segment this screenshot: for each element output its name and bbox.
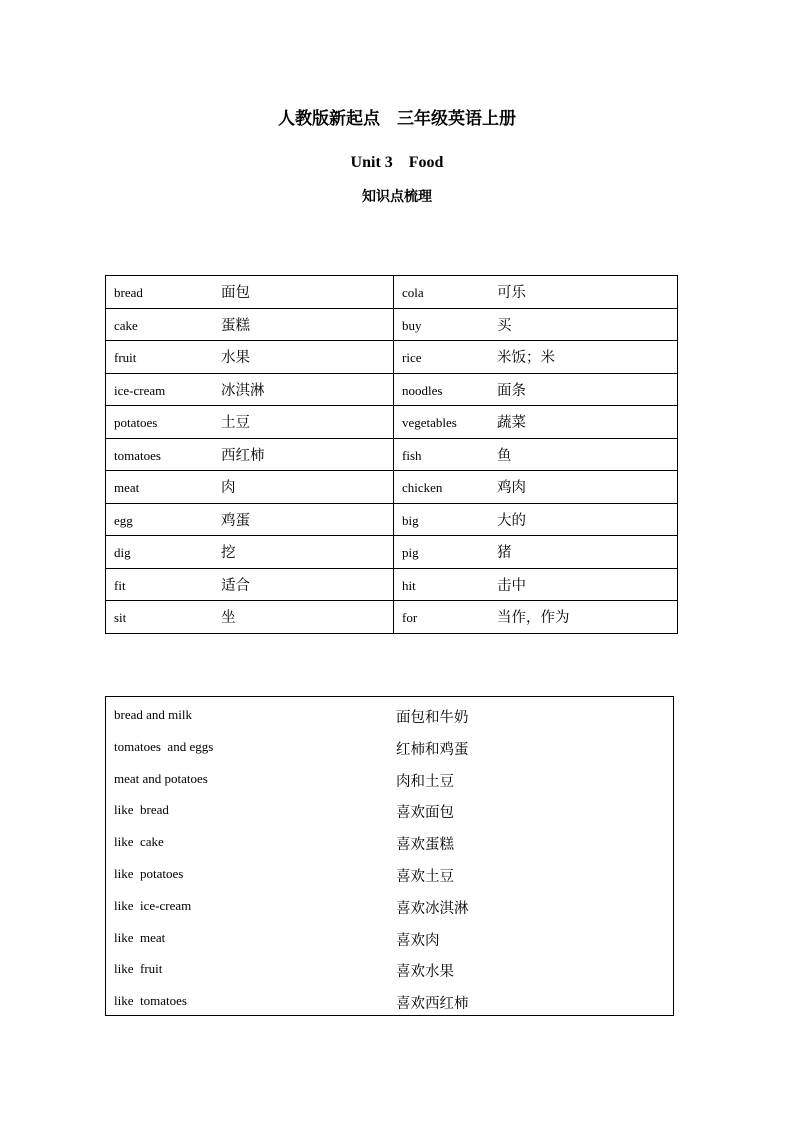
vocab-cell-left	[106, 276, 394, 309]
english-phrase: bread and milk	[114, 707, 192, 722]
vocab-cell-left	[106, 341, 394, 374]
chinese-meaning: 大的	[497, 512, 526, 529]
vocab-cell-left	[106, 308, 394, 341]
list-item	[106, 865, 673, 885]
english-word: fruit	[114, 350, 137, 366]
vocab-cell-right	[394, 341, 678, 374]
vocab-cell-right	[394, 471, 678, 504]
english-phrase: like ice-cream	[114, 897, 192, 913]
english-word: sit	[114, 610, 127, 626]
table-row	[106, 406, 678, 439]
english-word: rice	[402, 350, 422, 366]
english-word: egg	[114, 512, 133, 528]
vocab-cell-left	[106, 438, 394, 471]
english-phrase: tomatoes and eggs	[114, 738, 214, 754]
chinese-meaning: 面条	[497, 382, 526, 399]
english-word: buy	[402, 317, 422, 333]
table-row	[106, 536, 678, 569]
vocab-cell-right	[394, 276, 678, 309]
chinese-phrase: 喜欢肉	[396, 932, 440, 949]
english-word: vegetables	[402, 415, 457, 431]
english-phrase: like cake	[114, 834, 164, 850]
vocab-cell-right	[394, 536, 678, 569]
english-word: cola	[402, 285, 424, 301]
table-row	[106, 503, 678, 536]
document-title: 人教版新起点 三年级英语上册	[278, 109, 516, 129]
table-row	[106, 438, 678, 471]
list-item	[106, 929, 673, 949]
english-word: tomatoes	[114, 447, 161, 463]
english-word: bread	[114, 285, 143, 301]
chinese-meaning: 肉	[221, 480, 236, 497]
vocab-cell-left	[106, 503, 394, 536]
chinese-meaning: 面包	[221, 285, 250, 302]
english-word: noodles	[402, 382, 443, 398]
chinese-meaning: 击中	[497, 577, 526, 594]
chinese-meaning: 西红柿	[221, 447, 265, 464]
english-word: pig	[402, 545, 419, 561]
vocab-cell-left	[106, 536, 394, 569]
vocab-cell-left	[106, 406, 394, 439]
vocab-cell-right	[394, 438, 678, 471]
chinese-meaning: 鱼	[497, 447, 512, 464]
list-item	[106, 801, 673, 821]
chinese-meaning: 买	[497, 317, 512, 334]
list-item	[106, 992, 673, 1012]
chinese-phrase: 喜欢面包	[396, 805, 454, 822]
english-word: fish	[402, 447, 422, 463]
english-word: dig	[114, 545, 131, 561]
english-phrase: like bread	[114, 802, 169, 818]
chinese-meaning: 猪	[497, 545, 512, 562]
chinese-phrase: 喜欢冰淇淋	[396, 900, 469, 917]
table-row	[106, 341, 678, 374]
vocab-cell-right	[394, 406, 678, 439]
vocab-cell-left	[106, 601, 394, 634]
list-item	[106, 706, 673, 726]
chinese-meaning: 水果	[221, 350, 250, 367]
english-word: cake	[114, 317, 138, 333]
english-word: hit	[402, 577, 416, 593]
chinese-meaning: 可乐	[497, 285, 526, 302]
chinese-meaning: 当作，作为	[497, 610, 570, 627]
table-row	[106, 373, 678, 406]
english-word: potatoes	[114, 415, 158, 431]
section-subtitle: 知识点梳理	[362, 189, 432, 205]
english-word: ice-cream	[114, 382, 166, 398]
list-item	[106, 833, 673, 853]
english-word: for	[402, 610, 418, 626]
chinese-meaning: 蔬菜	[497, 415, 526, 432]
table-row	[106, 601, 678, 634]
list-item	[106, 960, 673, 980]
vocab-cell-right	[394, 601, 678, 634]
unit-heading: Unit 3 Food	[350, 154, 444, 171]
table-row	[106, 471, 678, 504]
list-item	[106, 738, 673, 758]
table-row	[106, 568, 678, 601]
chinese-phrase: 红柿和鸡蛋	[396, 741, 469, 758]
english-word: chicken	[402, 480, 443, 496]
chinese-phrase: 喜欢蛋糕	[396, 837, 454, 854]
vocab-cell-left	[106, 373, 394, 406]
vocab-cell-right	[394, 308, 678, 341]
table-row	[106, 308, 678, 341]
vocab-cell-right	[394, 503, 678, 536]
chinese-meaning: 适合	[221, 577, 250, 594]
chinese-phrase: 肉和土豆	[396, 773, 454, 790]
english-word: big	[402, 512, 419, 528]
chinese-phrase: 面包和牛奶	[396, 710, 469, 726]
vocabulary-table	[105, 275, 678, 634]
list-item	[106, 770, 673, 790]
english-phrase: meat and potatoes	[114, 770, 208, 786]
chinese-meaning: 鸡蛋	[221, 512, 250, 529]
chinese-phrase: 喜欢土豆	[396, 869, 454, 885]
chinese-phrase: 喜欢水果	[396, 964, 454, 981]
chinese-meaning: 鸡肉	[497, 480, 526, 497]
english-word: meat	[114, 480, 140, 496]
vocab-cell-left	[106, 568, 394, 601]
chinese-phrase: 喜欢西红柿	[396, 996, 469, 1013]
table-row	[106, 276, 678, 309]
english-word: fit	[114, 577, 126, 593]
chinese-meaning: 坐	[221, 610, 236, 627]
vocab-cell-left	[106, 471, 394, 504]
chinese-meaning: 土豆	[221, 415, 250, 432]
vocab-cell-right	[394, 373, 678, 406]
chinese-meaning: 挖	[221, 545, 236, 562]
list-item	[106, 897, 673, 917]
chinese-meaning: 冰淇淋	[221, 382, 265, 399]
english-phrase: like potatoes	[114, 866, 184, 881]
vocab-cell-right	[394, 568, 678, 601]
chinese-meaning: 米饭；米	[497, 350, 555, 367]
english-phrase: like fruit	[114, 961, 163, 977]
chinese-meaning: 蛋糕	[221, 317, 250, 334]
phrase-table	[105, 696, 674, 1016]
english-phrase: like meat	[114, 929, 166, 945]
english-phrase: like tomatoes	[114, 993, 187, 1009]
